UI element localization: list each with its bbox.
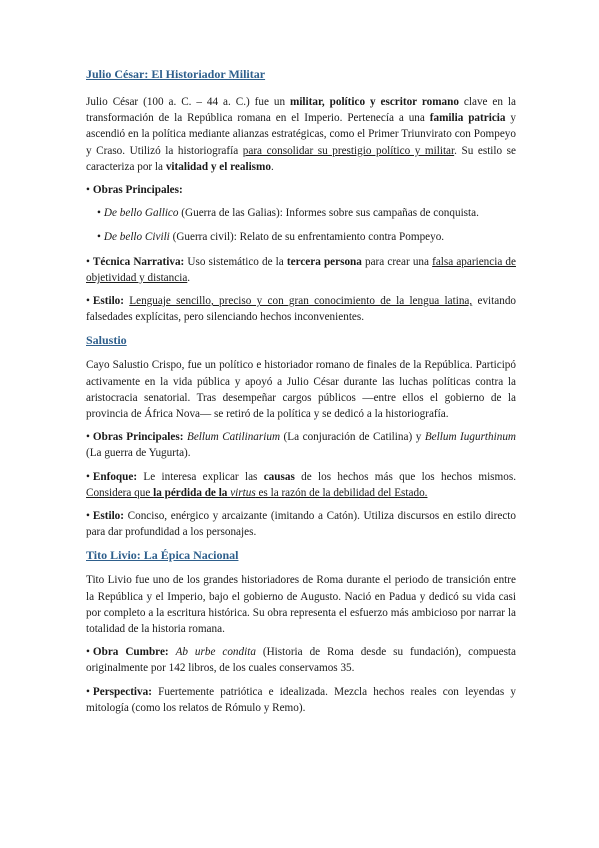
list-item: • De bello Civili (Guerra civil): Relato de su enfrentamiento contra Pompeyo. [97, 231, 445, 244]
tito-livio-intro: Tito Livio fue uno de los grandes historiadores de Roma durante el periodo de transición entre la República y el Imperio, bajo el gobierno de Augusto. Nació en Padua y dedicó su vida casi por completo a la escritura histórica. Su obra representa el esfuerzo más ambicioso por narrar la totalidad de la historia romana. [86, 574, 516, 636]
tito-livio-obra: • Obra Cumbre: Ab urbe condita (Historia de Roma desde su fundación), compuesta originalmente por 142 libros, de los cuales conservamos 35. [86, 646, 517, 675]
tito-livio-perspectiva: • Perspectiva: Fuertemente patriótica e idealizada. Mezcla hechos reales con leyendas y mitología (como los relatos de Rómulo y Remo). [86, 685, 516, 714]
julio-cesar-works-heading: • Obras Principales: [86, 184, 183, 197]
document-page [86, 66, 516, 723]
julio-cesar-estilo: • Estilo: Lenguaje sencillo, preciso y con gran conocimiento de la lengua latina, evitando falsedades explícitas, pero silenciando hechos inconvenientes. [86, 295, 517, 324]
salustio-enfoque: • Enfoque: Le interesa explicar las causas de los hechos más que los hechos mismos. Considera que la pérdida de la virtus es la razón de la debilidad del Estado. [86, 470, 516, 499]
section-title-salustio: Salustio [86, 333, 127, 348]
section-title-tito-livio: Tito Livio: La Épica Nacional [86, 548, 239, 563]
julio-cesar-intro: Julio César (100 a. C. – 44 a. C.) fue un militar, político y escritor romano clave en la transformación de la República romana en el Imperio. Pertenecía a una familia patricia y ascendió en la política mediante alianzas estratégicas, como el Primer Triunvirato con Pompeyo y Craso. Utilizó la historiografía para consolidar su prestigio político y militar. Su estilo se caracteriza por la vitalidad y el realismo. [86, 96, 517, 173]
section-title-julio-cesar: Julio César: El Historiador Militar [86, 67, 266, 81]
salustio-intro: Cayo Salustio Crispo, fue un político e historiador romano de finales de la República. Participó activamente en la vida pública y apoyó a Julio César durante las luchas políticas contra la aristocracia senatorial. Tras desempeñar cargos públicos —entre ellos el gobierno de la provincia de África Nova— se retiró de la política y se dedicó a la historiografía. [86, 359, 516, 421]
julio-cesar-tecnica: • Técnica Narrativa: Uso sistemático de la tercera persona para crear una falsa apariencia de objetividad y distancia. [86, 255, 516, 284]
salustio-works: • Obras Principales: Bellum Catilinarium (La conjuración de Catilina) y Bellum Iugurthinum (La guerra de Yugurta). [86, 431, 516, 460]
salustio-estilo: • Estilo: Conciso, enérgico y arcaizante (imitando a Catón). Utiliza discursos en estilo directo para dar profundidad a los personajes. [86, 510, 516, 539]
list-item: • De bello Gallico (Guerra de las Galias): Informes sobre sus campañas de conquista. [97, 207, 479, 220]
